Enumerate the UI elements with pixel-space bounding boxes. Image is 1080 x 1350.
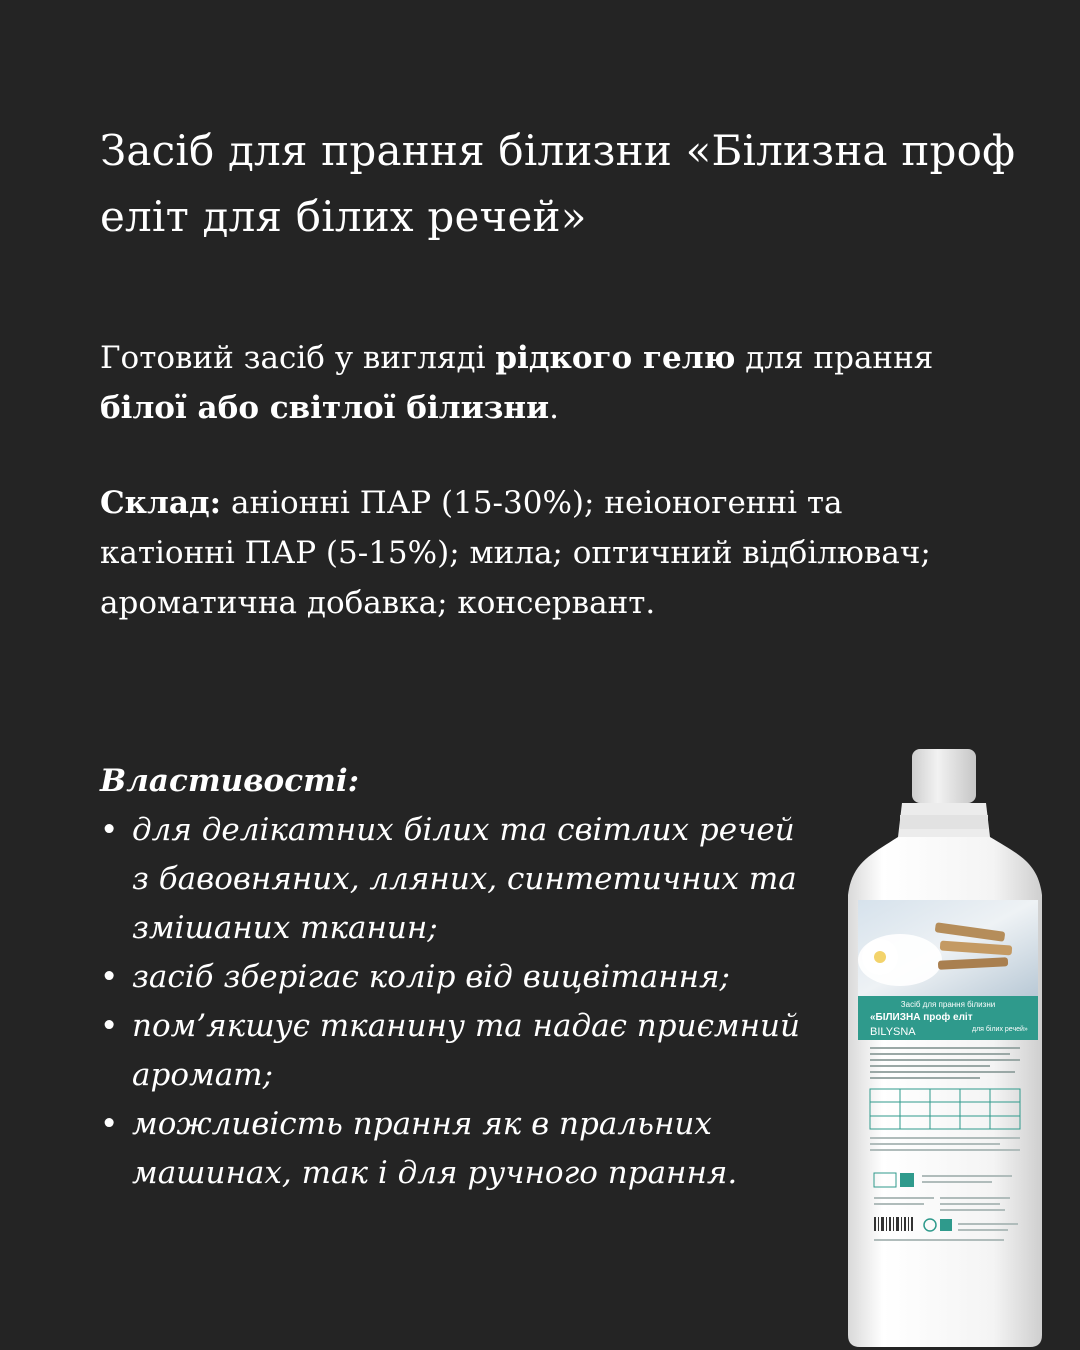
bottle-icon: [840, 745, 1050, 1350]
product-intro: [100, 333, 1000, 433]
list-item-text: пом’якшує тканину та надає приємний аромат;: [132, 1008, 800, 1093]
bullet-icon: •: [100, 1008, 119, 1044]
bullet-icon: •: [100, 1106, 119, 1142]
list-item-text: можливість прання як в пральних машинах, так і для ручного прання.: [132, 1106, 738, 1191]
properties-heading: Властивості:: [100, 763, 360, 799]
composition: [100, 478, 980, 628]
intro-text: .: [549, 390, 559, 426]
page-title: Засіб для прання білизни «Білизна проф еліт для білих речей»: [100, 126, 1016, 241]
intro-bold-gel: рідкого гелю: [495, 340, 736, 376]
bottle-label-brand: BILYSNA: [870, 1026, 916, 1038]
intro-text: Готовий засіб у вигляді: [100, 340, 496, 376]
list-item-text: засіб зберігає колір від вицвітання;: [132, 959, 731, 995]
bottle-label-line1: Засіб для прання білизни: [900, 1000, 996, 1009]
bottle-label-line3: для білих речей»: [972, 1026, 1028, 1033]
properties-list: [100, 806, 820, 1198]
intro-bold-laundry: білої або світлої білизни: [100, 390, 550, 426]
list-item: [100, 806, 820, 953]
list-item: [100, 953, 820, 1002]
bullet-icon: •: [100, 812, 119, 848]
composition-text: аніонні ПАР (15-30%); неіоногенні та катіонні ПАР (5-15%); мила; оптичний відбілювач; ароматична добавка; консервант.: [100, 485, 931, 621]
list-item: [100, 1002, 820, 1100]
bottle-label-line2: «БІЛИЗНА проф еліт: [870, 1012, 973, 1023]
bullet-icon: •: [100, 959, 119, 995]
product-bottle-image: [840, 745, 1050, 1350]
composition-label: Склад:: [100, 485, 222, 521]
list-item: [100, 1100, 820, 1198]
intro-text: для прання: [735, 340, 934, 376]
list-item-text: для делікатних білих та світлих речей з бавовняних, лляних, синтетичних та змішаних тканин;: [132, 812, 797, 946]
